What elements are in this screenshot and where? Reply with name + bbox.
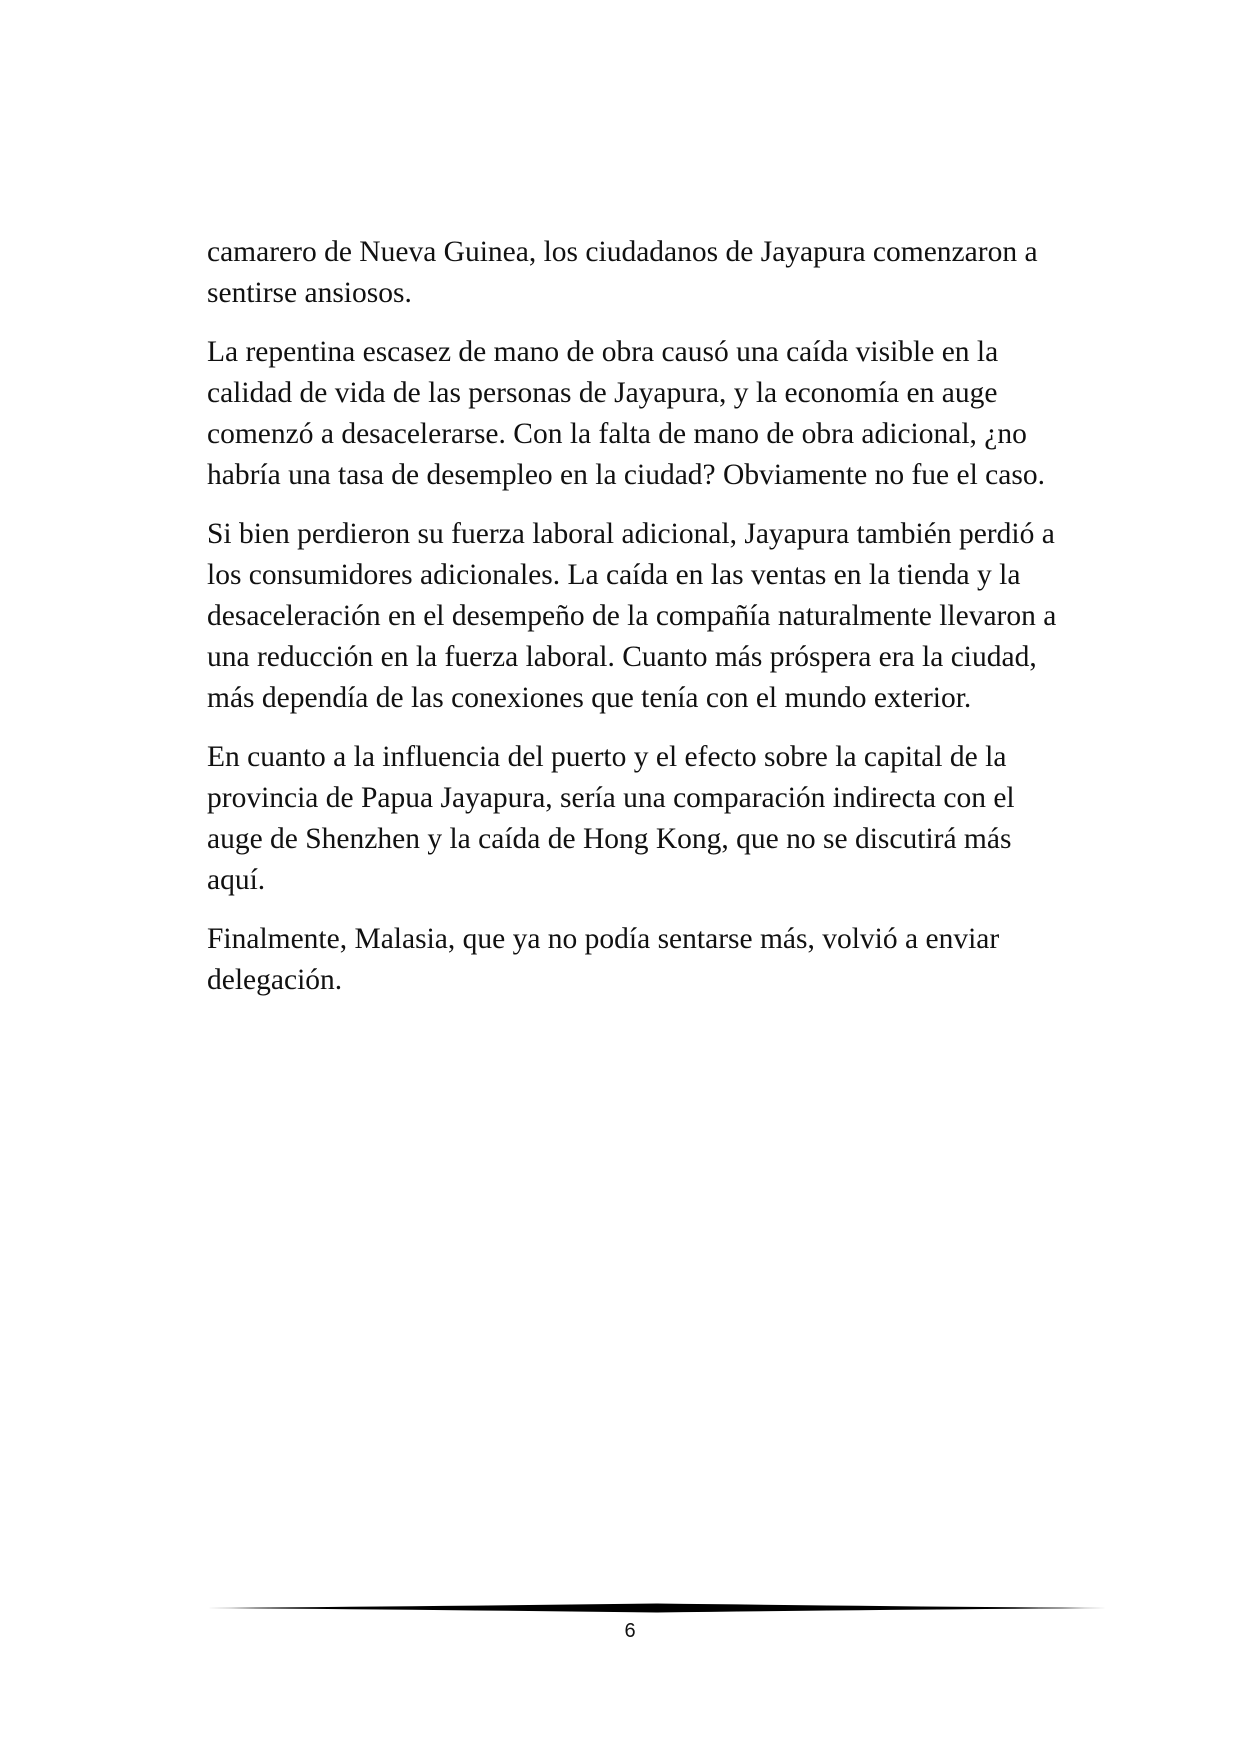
paragraph: Si bien perdieron su fuerza laboral adicional, Jayapura también perdió a los consumidores adicionales. La caída en las ventas en la tienda y la desaceleración en el desempeño de la compañía naturalmente llevaron a una reducción en la fuerza laboral. Cuanto más próspera era la ciudad, más dependía de las conexiones que tenía con el mundo exterior. (207, 518, 1057, 714)
footer-divider (207, 1601, 1107, 1615)
paragraph: La repentina escasez de mano de obra causó una caída visible en la calidad de vida de las personas de Jayapura, y la economía en auge comenzó a desacelerarse. Con la falta de mano de obra adicional, ¿no habría una tasa de desempleo en la ciudad? Obviamente no fue el caso. (207, 336, 1045, 491)
paragraph: Finalmente, Malasia, que ya no podía sentarse más, volvió a enviar delegación. (207, 923, 1000, 996)
paragraph: En cuanto a la influencia del puerto y el efecto sobre la capital de la provincia de Papua Jayapura, sería una comparación indirecta con el auge de Shenzhen y la caída de Hong Kong, que no se discutirá más aquí. (207, 741, 1015, 896)
page-number: 6 (624, 1620, 636, 1642)
body-text (207, 232, 1065, 1019)
paragraph: camarero de Nueva Guinea, los ciudadanos de Jayapura comenzaron a sentirse ansiosos. (207, 236, 1038, 309)
